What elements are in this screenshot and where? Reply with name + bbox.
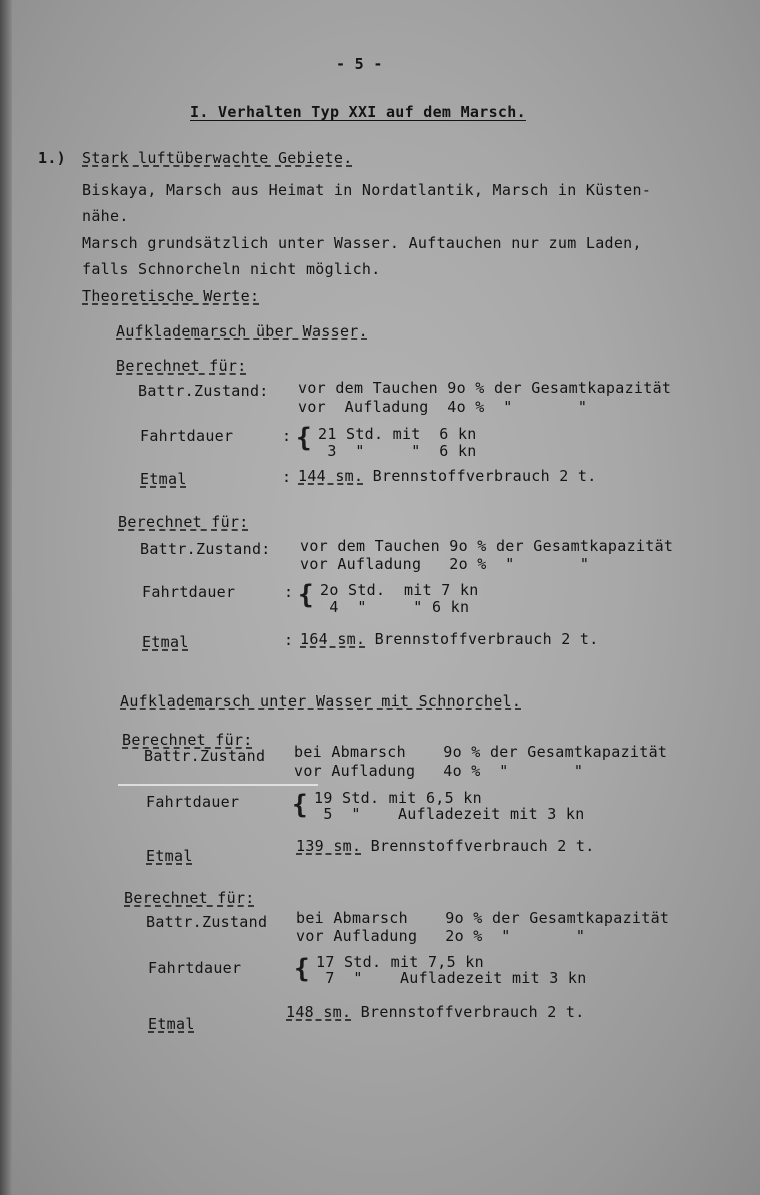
duration-line-2: 3 " " 6 kn — [318, 442, 477, 460]
etmal-line — [286, 1004, 585, 1020]
duration-label: Fahrtdauer — [140, 427, 234, 445]
duration-colon: : — [282, 427, 292, 445]
body-line-4: falls Schnorcheln nicht möglich. — [82, 260, 381, 278]
page-edge-shadow — [0, 0, 12, 1195]
battery-value-line-2: vor Aufladung 4o % " " — [294, 762, 584, 780]
etmal-value: 139 sm. — [296, 837, 362, 855]
duration-line-1: 2o Std. mit 7 kn — [320, 581, 479, 599]
fuel-consumption: Brennstoffverbrauch 2 t. — [351, 1003, 585, 1021]
block-label: Berechnet für: — [124, 889, 255, 907]
brace-icon: { — [298, 580, 314, 610]
body-line-2: nähe. — [82, 207, 129, 225]
duration-colon: : — [284, 583, 294, 601]
duration-line-1: 17 Std. mit 7,5 kn — [316, 953, 484, 971]
brace-icon: { — [292, 790, 308, 820]
battery-value-line-2: vor Aufladung 4o % " " — [298, 398, 588, 416]
page-number: - 5 - — [336, 55, 383, 73]
block-label: Berechnet für: — [122, 731, 253, 749]
brace-icon: { — [296, 423, 312, 453]
etmal-label: Etmal — [142, 633, 189, 651]
battery-label: Battr.Zustand: — [140, 540, 271, 558]
block-label: Berechnet für: — [118, 513, 249, 531]
battery-label: Battr.Zustand — [144, 747, 266, 765]
battery-value-line-1: vor dem Tauchen 9o % der Gesamtkapazität — [300, 537, 674, 555]
etmal-line — [298, 468, 597, 484]
duration-label: Fahrtdauer — [142, 583, 236, 601]
etmal-label: Etmal — [146, 847, 193, 865]
fuel-consumption: Brennstoffverbrauch 2 t. — [365, 630, 599, 648]
section-title: I. Verhalten Typ XXI auf dem Marsch. — [190, 103, 526, 121]
duration-line-1: 21 Std. mit 6 kn — [318, 425, 477, 443]
section-heading-surface: Aufklademarsch über Wasser. — [116, 322, 368, 340]
battery-value-line-2: vor Aufladung 2o % " " — [300, 555, 590, 573]
battery-value-line-1: bei Abmarsch 9o % der Gesamtkapazität — [296, 909, 670, 927]
item-heading: Stark luftüberwachte Gebiete. — [82, 149, 353, 167]
battery-value-line-1: bei Abmarsch 9o % der Gesamtkapazität — [294, 743, 668, 761]
battery-label: Battr.Zustand — [146, 913, 268, 931]
theory-heading: Theoretische Werte: — [82, 287, 260, 305]
item-number: 1.) — [38, 149, 66, 167]
block-label: Berechnet für: — [116, 357, 247, 375]
duration-label: Fahrtdauer — [148, 959, 242, 977]
fuel-consumption: Brennstoffverbrauch 2 t. — [361, 837, 595, 855]
body-line-1: Biskaya, Marsch aus Heimat in Nordatlantik, Marsch in Küsten- — [82, 181, 652, 199]
duration-line-2: 4 " " 6 kn — [320, 598, 470, 616]
etmal-label: Etmal — [148, 1015, 195, 1033]
scratch-mark — [118, 784, 318, 786]
fuel-consumption: Brennstoffverbrauch 2 t. — [363, 467, 597, 485]
battery-label: Battr.Zustand: — [138, 382, 269, 400]
battery-value-line-1: vor dem Tauchen 9o % der Gesamtkapazität — [298, 379, 672, 397]
etmal-value: 164 sm. — [300, 630, 366, 648]
body-line-3: Marsch grundsätzlich unter Wasser. Auftauchen nur zum Laden, — [82, 234, 642, 252]
battery-value-line-2: vor Aufladung 2o % " " — [296, 927, 586, 945]
etmal-label: Etmal — [140, 470, 187, 488]
etmal-colon: : — [282, 468, 292, 486]
duration-line-1: 19 Std. mit 6,5 kn — [314, 789, 482, 807]
duration-label: Fahrtdauer — [146, 793, 240, 811]
duration-line-2: 7 " Aufladezeit mit 3 kn — [316, 969, 587, 987]
brace-icon: { — [294, 954, 310, 984]
etmal-value: 148 sm. — [286, 1003, 352, 1021]
section-heading-snorkel: Aufklademarsch unter Wasser mit Schnorchel. — [120, 692, 522, 710]
etmal-value: 144 sm. — [298, 467, 364, 485]
etmal-line — [300, 631, 599, 647]
etmal-line — [296, 838, 595, 854]
duration-line-2: 5 " Aufladezeit mit 3 kn — [314, 805, 585, 823]
etmal-colon: : — [284, 631, 294, 649]
